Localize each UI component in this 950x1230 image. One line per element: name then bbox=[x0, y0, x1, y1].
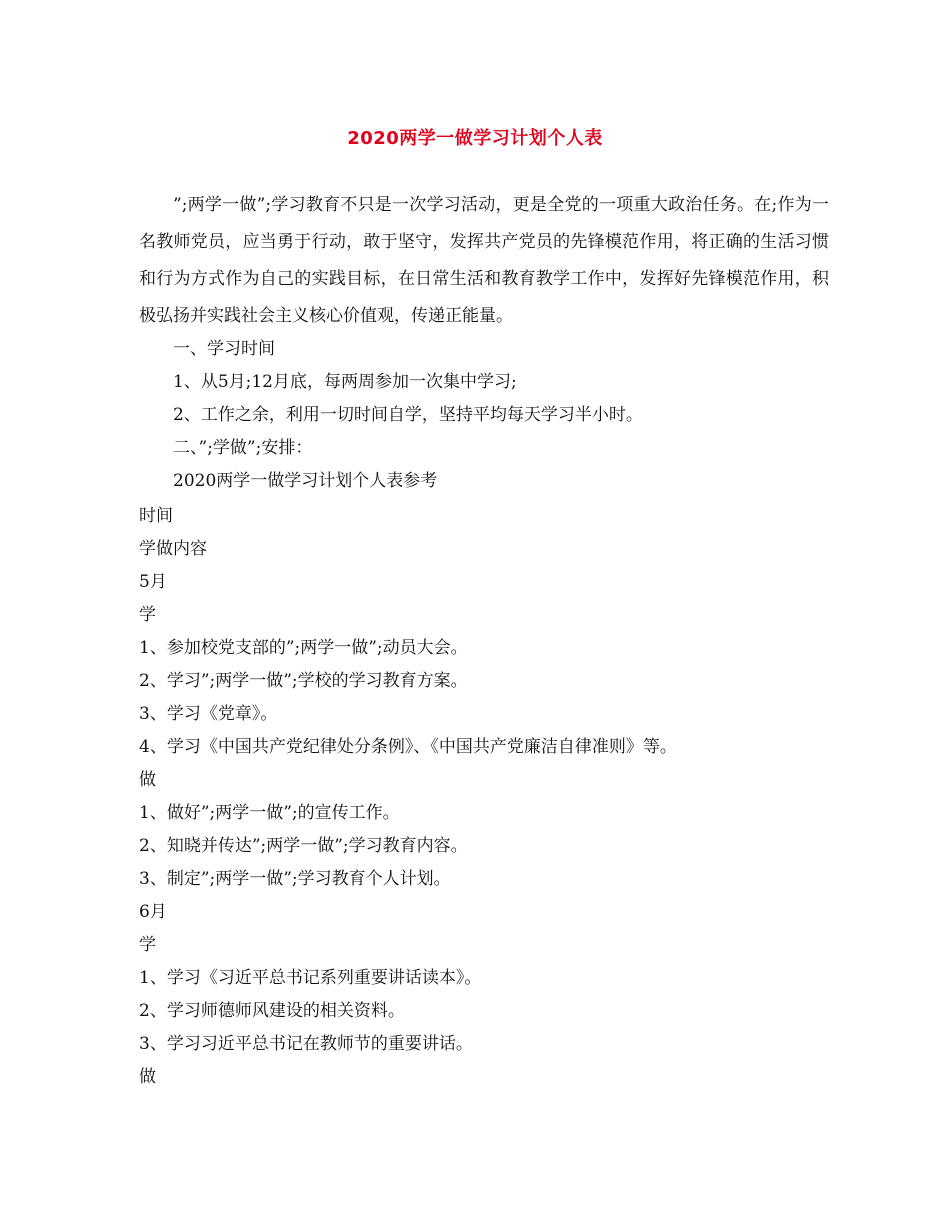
list-item: 2、知晓并传达”;两学一做”;学习教育内容。 bbox=[139, 836, 468, 856]
table-header-time: 时间 bbox=[139, 506, 173, 526]
do-label: 做 bbox=[139, 1067, 156, 1087]
list-item: 3、学习《党章》。 bbox=[139, 704, 278, 724]
study-label: 学 bbox=[139, 605, 156, 625]
intro-paragraph: ”;两学一做”;学习教育不只是一次学习活动，更是全党的一项重大政治任务。在;作为一名教师党员，应当勇于行动，敢于坚守，发挥共产党员的先锋模范作用，将正确的生活习惯和行为方式作为自己的实践目标，在日常生活和教育教学工作中，发挥好先锋模范作用，积极弘扬并实践社会主义核心价值观，传递正能量。 bbox=[139, 195, 829, 326]
do-label: 做 bbox=[139, 770, 156, 790]
list-item: 4、学习《中国共产党纪律处分条例》、《中国共产党廉洁自律准则》等。 bbox=[139, 737, 677, 757]
list-item: 1、做好”;两学一做”;的宣传工作。 bbox=[139, 803, 400, 823]
list-item: 2、学习师德师风建设的相关资料。 bbox=[139, 1001, 405, 1021]
study-label: 学 bbox=[139, 935, 156, 955]
reference-table-caption: 2020两学一做学习计划个人表参考 bbox=[173, 471, 438, 491]
section-heading-study-time: 一、学习时间 bbox=[173, 339, 275, 359]
study-time-item-2: 2、工作之余，利用一切时间自学，坚持平均每天学习半小时。 bbox=[173, 405, 643, 425]
list-item: 1、参加校党支部的”;两学一做”;动员大会。 bbox=[139, 638, 468, 658]
list-item: 2、学习”;两学一做”;学校的学习教育方案。 bbox=[139, 671, 468, 691]
month-label: 6月 bbox=[139, 902, 167, 922]
table-header-content: 学做内容 bbox=[139, 539, 207, 559]
list-item: 1、学习《习近平总书记系列重要讲话读本》。 bbox=[139, 968, 482, 988]
list-item: 3、制定”;两学一做”;学习教育个人计划。 bbox=[139, 869, 451, 889]
month-label: 5月 bbox=[139, 572, 167, 592]
study-time-item-1: 1、从5月;12月底，每两周参加一次集中学习; bbox=[173, 372, 517, 392]
section-heading-arrangement: 二、”;学做”;安排： bbox=[173, 438, 313, 458]
list-item: 3、学习习近平总书记在教师节的重要讲话。 bbox=[139, 1034, 473, 1054]
document-title: 2020两学一做学习计划个人表 bbox=[347, 128, 603, 149]
